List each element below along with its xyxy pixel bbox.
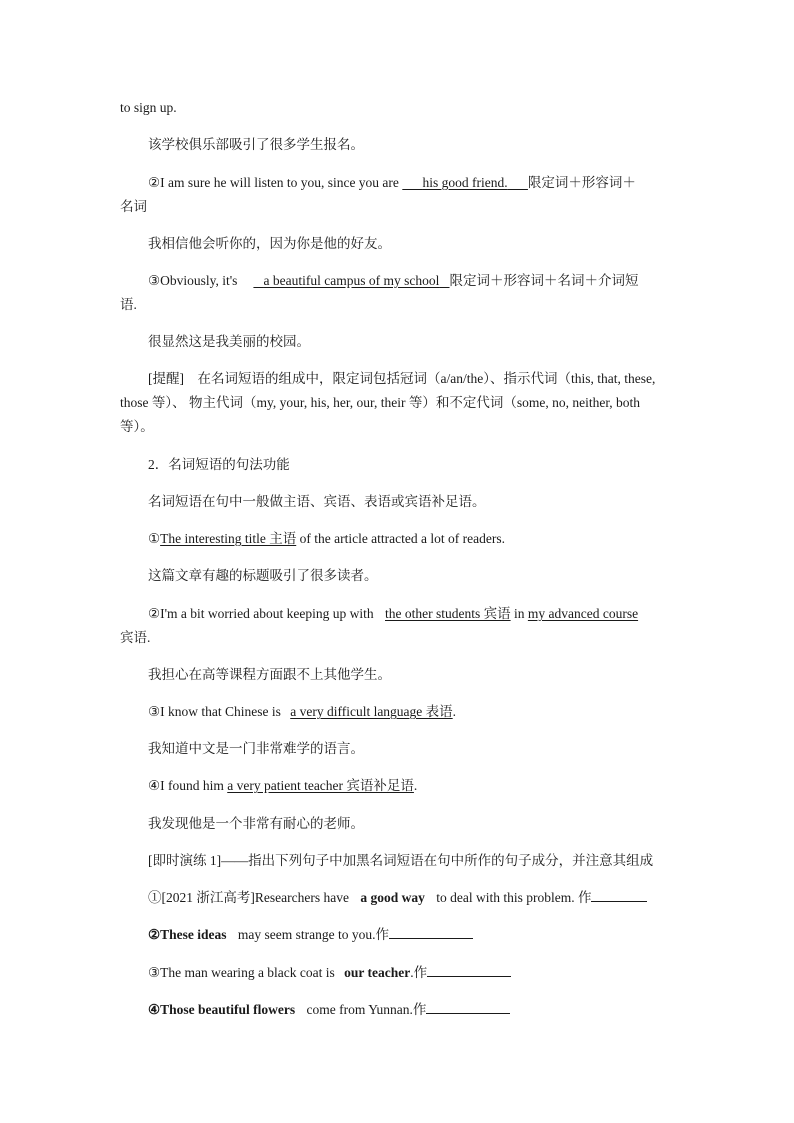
exercise-1: ①[2021 浙江高考]Researchers have a good way to deal with this problem. 作 [148, 887, 647, 909]
line-8: 很显然这是我美丽的校园。 [148, 334, 310, 349]
line-5: 我相信他会听你的，因为你是他的好友。 [148, 236, 391, 251]
line-21: ④I found him a very patient teacher 宾语补足语. [148, 778, 418, 793]
answer-underline: a very patient teacher 宾语补足语 [227, 778, 414, 793]
line-3: ②I am sure he will listen to you, since you are his good friend. 限定词＋形容词＋ [148, 175, 636, 190]
line-18: 我担心在高等课程方面跟不上其他学生。 [148, 667, 391, 682]
line-10: those 等）、 物主代词（my, your, his, her, our, their 等）和不定代词（some, no, neither, both [120, 395, 641, 410]
answer-underline: my advanced course [527, 606, 639, 621]
line-19: ③I know that Chinese is a very difficult language 表语. [148, 704, 457, 719]
answer-underline: his good friend. [422, 175, 508, 190]
line-16: ②I'm a bit worried about keeping up with the other students 宾语 in my advanced course [148, 606, 639, 621]
answer-blank[interactable] [427, 962, 511, 977]
line-4: 名词 [120, 199, 147, 214]
line-20: 我知道中文是一门非常难学的语言。 [148, 741, 364, 756]
line-11: 等）。 [120, 419, 154, 434]
line-9: [提醒] 在名词短语的组成中，限定词包括冠词（a/an/the）、指示代词（this, that, these, [148, 371, 656, 386]
answer-blank[interactable] [389, 924, 473, 939]
line-14: ①The interesting title 主语 of the article attracted a lot of readers. [148, 531, 505, 546]
answer-underline: the other students 宾语 [385, 606, 511, 621]
answer-underline: a very difficult language 表语 [290, 704, 453, 719]
answer-blank[interactable] [591, 887, 647, 902]
exercise-2: ②These ideas may seem strange to you.作 [148, 924, 473, 946]
line-22: 我发现他是一个非常有耐心的老师。 [148, 816, 364, 831]
line-2: 该学校俱乐部吸引了很多学生报名。 [148, 137, 364, 152]
practice-heading: [即时演练 1]——指出下列句子中加黑名词短语在句中所作的句子成分，并注意其组成 [148, 853, 654, 868]
exercise-4: ④Those beautiful flowers come from Yunnan.作 [148, 999, 510, 1021]
exercise-3: ③The man wearing a black coat is our teacher.作 [148, 962, 511, 984]
line-13: 名词短语在句中一般做主语、宾语、表语或宾语补足语。 [148, 494, 486, 509]
line-17: 宾语. [120, 630, 151, 645]
answer-underline: The interesting title 主语 [160, 531, 297, 546]
line-15: 这篇文章有趣的标题吸引了很多读者。 [148, 568, 378, 583]
answer-underline: a beautiful campus of my school [263, 273, 440, 288]
line-1: to sign up. [120, 100, 177, 115]
section-heading: 2．名词短语的句法功能 [148, 457, 290, 472]
line-6: ③Obviously, it's a beautiful campus of my school 限定词＋形容词＋名词＋介词短 [148, 273, 639, 288]
answer-blank[interactable] [426, 999, 510, 1014]
line-7: 语. [120, 297, 137, 312]
